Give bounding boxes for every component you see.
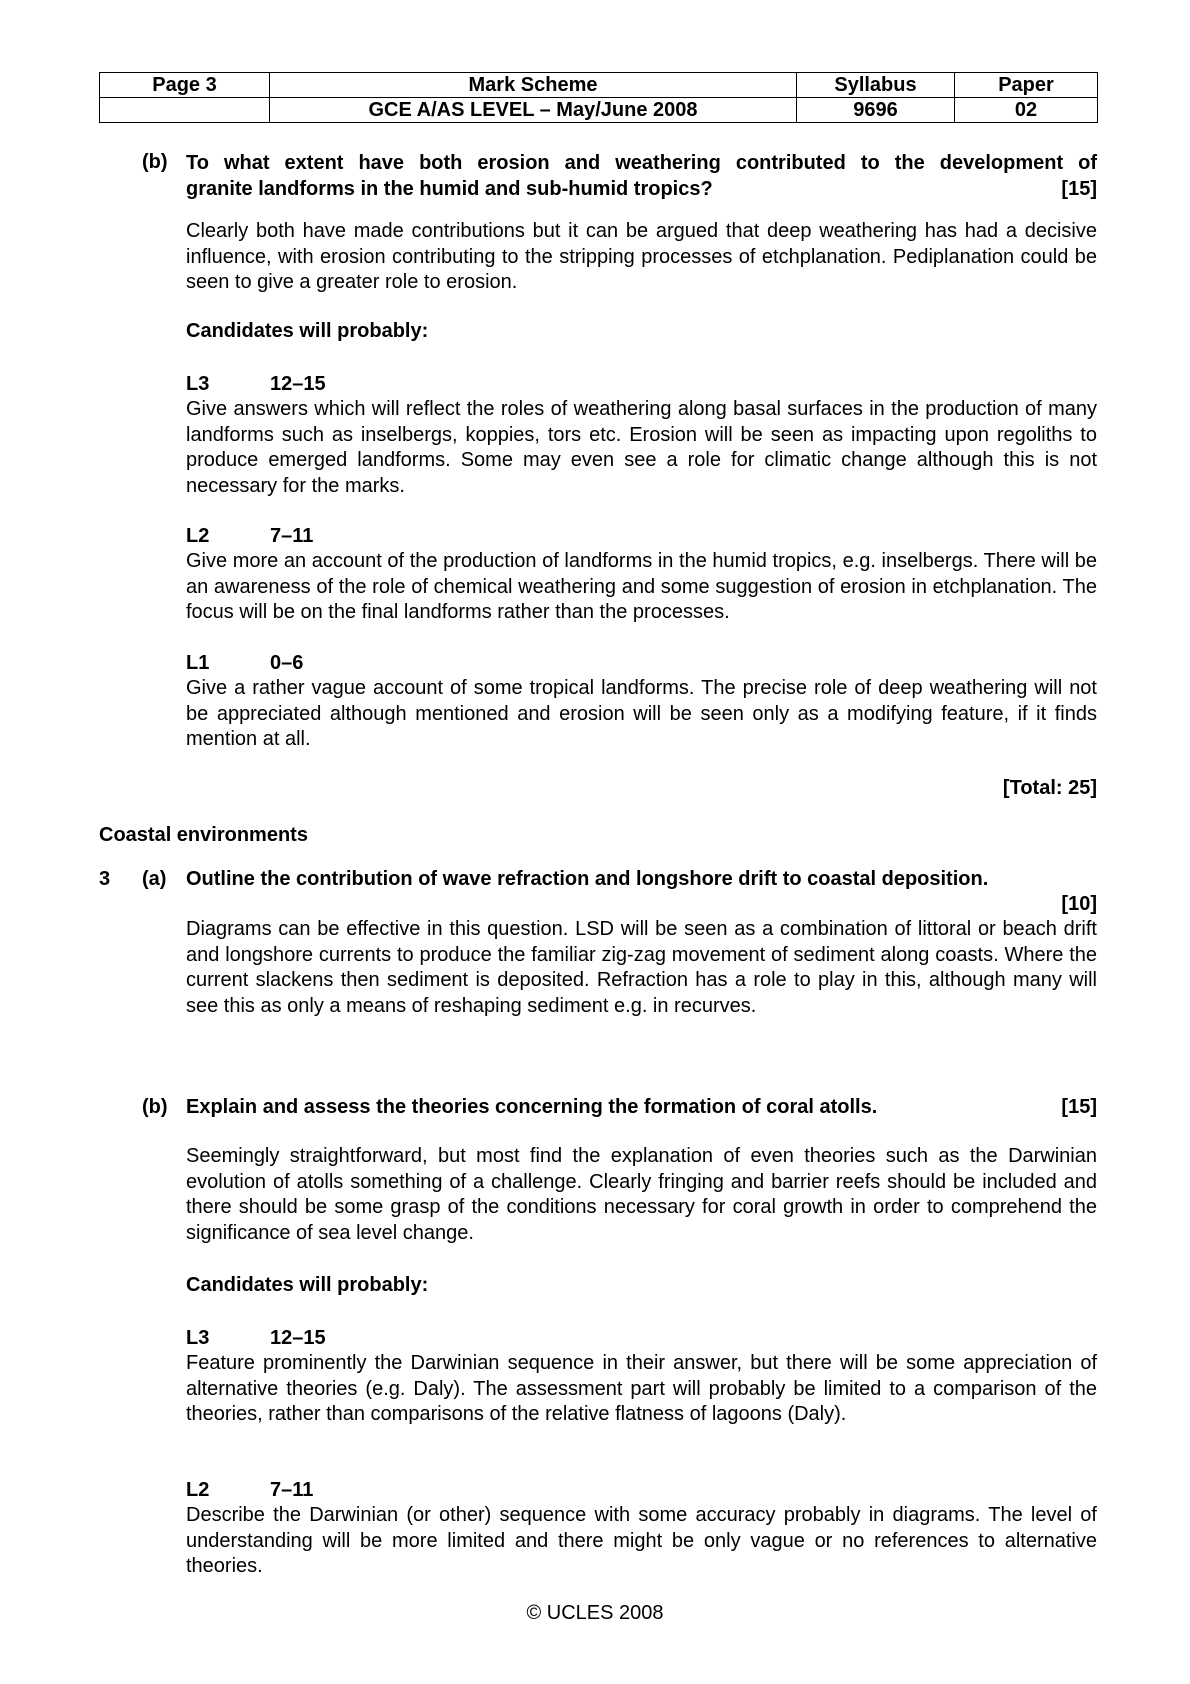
q2b-level-text: Give more an account of the production of landforms in the humid tropics, e.g. inselbergs. There will be an awareness of the role of chemical weathering and some suggestion of erosion in etchplanation. The focus will be on the final landforms rather than the processes. bbox=[186, 550, 1097, 623]
q3b-question: Explain and assess the theories concerning the formation of coral atolls. bbox=[186, 1096, 878, 1118]
q2b-level-text: Give answers which will reflect the roles of weathering along basal surfaces in the production of many landforms such as inselbergs, koppies, tors etc. Erosion will be seen as impacting upon regoliths to produce emerged landforms. Some may even see a role for climatic change although this is not necessary for the marks. bbox=[186, 398, 1097, 497]
header-page: Page 3 bbox=[100, 73, 270, 98]
q2b-question-line1: To what extent have both erosion and weathering contributed to the development of bbox=[186, 152, 1097, 174]
q3b-marks: [15] bbox=[1061, 1096, 1097, 1118]
header-exam: GCE A/AS LEVEL – May/June 2008 bbox=[270, 98, 797, 123]
q3a-marks: [10] bbox=[1061, 893, 1097, 915]
header-syllabus-code: 9696 bbox=[797, 98, 955, 123]
q2b-label: (b) bbox=[142, 151, 168, 173]
header-syllabus: Syllabus bbox=[797, 73, 955, 98]
level-code: L2 bbox=[186, 1479, 210, 1501]
q3b-intro: Seemingly straightforward, but most find the explanation of even theories such as the Darwinian evolution of atolls something of a challenge. Clearly fringing and barrier reefs should be included and there should be some grasp of the conditions necessary for coral growth in order to comprehend the significance of sea level change. bbox=[186, 1145, 1097, 1244]
q2b-level-heading bbox=[186, 652, 303, 675]
level-range: 12–15 bbox=[270, 1327, 326, 1349]
q3-number: 3 bbox=[99, 868, 111, 890]
q3b-candidates: Candidates will probably: bbox=[186, 1274, 429, 1296]
header-row bbox=[100, 98, 1098, 123]
section-title: Coastal environments bbox=[99, 824, 308, 846]
q3a-label: (a) bbox=[142, 868, 167, 890]
level-code: L3 bbox=[186, 373, 210, 395]
level-range: 12–15 bbox=[270, 373, 326, 395]
header-empty bbox=[100, 98, 270, 123]
q2b-question-line2: granite landforms in the humid and sub-humid tropics? bbox=[186, 177, 713, 200]
q3b-level-text: Feature prominently the Darwinian sequence in their answer, but there will be some appreciation of alternative theories (e.g. Daly). The assessment part will probably be limited to a comparison of the theories, rather than comparisons of the relative flatness of lagoons (Daly). bbox=[186, 1352, 1097, 1425]
q2b-intro: Clearly both have made contributions but it can be argued that deep weathering has had a decisive influence, with erosion contributing to the stripping processes of etchplanation. Pediplanation could be seen to give a greater role to erosion. bbox=[186, 220, 1097, 293]
level-range: 7–11 bbox=[270, 525, 314, 547]
level-code: L2 bbox=[186, 525, 210, 547]
header-paper: Paper bbox=[955, 73, 1098, 98]
q2b-candidates: Candidates will probably: bbox=[186, 320, 429, 342]
q2b-question bbox=[186, 151, 1097, 202]
q3a-text: Diagrams can be effective in this question. LSD will be seen as a combination of littoral or beach drift and longshore currents to produce the familiar zig-zag movement of sediment along coasts. Where the current slackens then sediment is deposited. Refraction has a role to play in this, although many will see this as only a means of reshaping sediment e.g. in recurves. bbox=[186, 918, 1097, 1017]
q2b-level-text: Give a rather vague account of some tropical landforms. The precise role of deep weathering will not be appreciated although mentioned and erosion will be seen only as a modifying feature, if it finds mention at all. bbox=[186, 677, 1097, 750]
q3b-level-heading bbox=[186, 1479, 313, 1502]
level-code: L3 bbox=[186, 1327, 210, 1349]
level-range: 7–11 bbox=[270, 1479, 314, 1501]
q3b-level-text: Describe the Darwinian (or other) sequence with some accuracy probably in diagrams. The level of understanding will be more limited and there might be only vague or no references to alternative theories. bbox=[186, 1504, 1097, 1577]
footer-copyright: © UCLES 2008 bbox=[526, 1602, 664, 1624]
q2b-level-heading bbox=[186, 373, 326, 396]
header-table bbox=[99, 72, 1098, 123]
q3b-label: (b) bbox=[142, 1096, 168, 1118]
q3a-question: Outline the contribution of wave refraction and longshore drift to coastal deposition. bbox=[186, 868, 989, 890]
level-code: L1 bbox=[186, 652, 210, 674]
header-title: Mark Scheme bbox=[270, 73, 797, 98]
header-row bbox=[100, 73, 1098, 98]
q2-total: [Total: 25] bbox=[1002, 777, 1097, 799]
header-paper-code: 02 bbox=[955, 98, 1098, 123]
q3b-level-heading bbox=[186, 1327, 326, 1350]
q2b-marks: [15] bbox=[1061, 177, 1097, 200]
q2b-level-heading bbox=[186, 525, 313, 548]
level-range: 0–6 bbox=[270, 652, 304, 674]
